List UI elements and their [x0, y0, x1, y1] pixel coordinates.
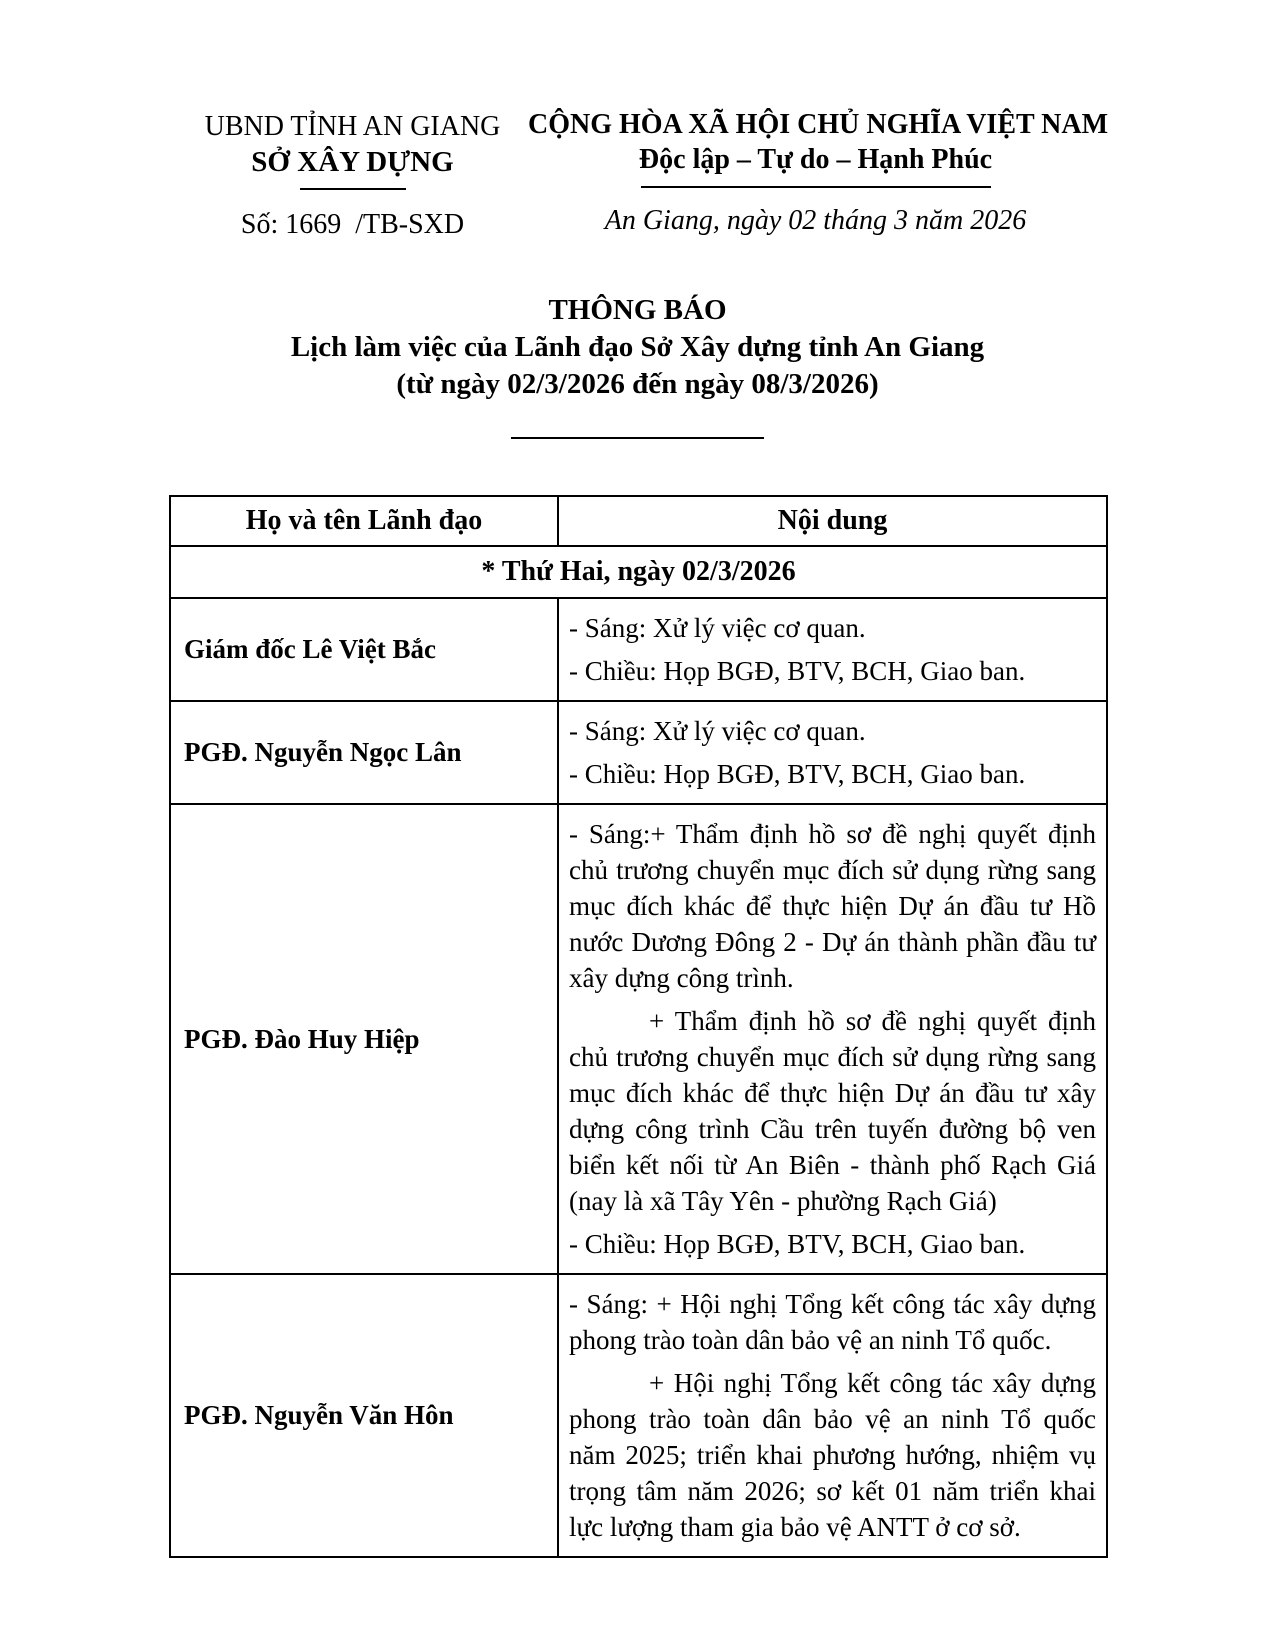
schedule-content — [558, 598, 1107, 701]
title-divider-rule — [511, 437, 764, 439]
schedule-row — [170, 701, 1107, 804]
place-date-line: An Giang, ngày 02 tháng 3 năm 2026 — [604, 205, 1027, 236]
table-header-row — [170, 496, 1107, 546]
leader-name: PGĐ. Nguyễn Văn Hôn — [170, 1274, 558, 1557]
document-number: Số: 1669 /TB-SXD — [240, 209, 465, 240]
org-name: SỞ XÂY DỰNG — [251, 146, 454, 178]
national-header-block — [528, 108, 1109, 238]
schedule-row — [170, 1274, 1107, 1557]
schedule-item: - Chiều: Họp BGĐ, BTV, BCH, Giao ban. — [569, 759, 1026, 789]
org-parent-name: UBND TỈNH AN GIANG — [204, 111, 501, 142]
schedule-item: - Chiều: Họp BGĐ, BTV, BCH, Giao ban. — [569, 1229, 1026, 1259]
column-header-content: Nội dung — [558, 496, 1107, 546]
schedule-row — [170, 598, 1107, 701]
schedule-content — [558, 804, 1107, 1274]
day-heading: * Thứ Hai, ngày 02/3/2026 — [170, 546, 1107, 598]
national-motto: Độc lập – Tự do – Hạnh Phúc — [638, 144, 993, 175]
schedule-item: - Chiều: Họp BGĐ, BTV, BCH, Giao ban. — [569, 656, 1026, 686]
national-name: CỘNG HÒA XÃ HỘI CHỦ NGHĨA VIỆT NAM — [528, 109, 1109, 140]
leader-name: Giám đốc Lê Việt Bắc — [170, 598, 558, 701]
issuing-org-block — [165, 110, 540, 242]
leader-name: PGĐ. Nguyễn Ngọc Lân — [170, 701, 558, 804]
schedule-row — [170, 804, 1107, 1274]
schedule-content — [558, 1274, 1107, 1557]
schedule-item: + Thẩm định hồ sơ đề nghị quyết định chủ trương chuyển mục đích sử dụng rừng sang mục đích khác để thực hiện Dự án đầu tư xây dựng công trình Cầu trên tuyến đường bộ ven biển kết nối từ An Biên - thành phố Rạch Giá (nay là xã Tây Yên - phường Rạch Giá) — [569, 1006, 1096, 1216]
schedule-content — [558, 701, 1107, 804]
org-underline-rule — [300, 188, 406, 190]
leader-name: PGĐ. Đào Huy Hiệp — [170, 804, 558, 1274]
document-title-block — [0, 292, 1275, 439]
schedule-item: - Sáng: Xử lý việc cơ quan. — [569, 613, 866, 643]
document-subject-title: Lịch làm việc của Lãnh đạo Sở Xây dựng tỉnh An Giang — [290, 331, 985, 363]
schedule-item: + Hội nghị Tổng kết công tác xây dựng phong trào toàn dân bảo vệ an ninh Tổ quốc năm 2025; triển khai phương hướng, nhiệm vụ trọng tâm năm 2026; sơ kết 01 năm triển khai lực lượng tham gia bảo vệ ANTT ở cơ sở. — [569, 1368, 1096, 1542]
document-date-range: (từ ngày 02/3/2026 đến ngày 08/3/2026) — [396, 368, 879, 400]
schedule-table — [169, 495, 1108, 1558]
day-heading-row — [170, 546, 1107, 598]
schedule-item: - Sáng:+ Thẩm định hồ sơ đề nghị quyết định chủ trương chuyển mục đích sử dụng rừng sang mục đích khác để thực hiện Dự án đầu tư Hồ nước Dương Đông 2 - Dự án thành phần đầu tư xây dựng công trình. — [569, 819, 1096, 993]
schedule-item: - Sáng: + Hội nghị Tổng kết công tác xây dựng phong trào toàn dân bảo vệ an ninh Tổ quốc. — [569, 1289, 1096, 1355]
motto-underline-rule — [641, 186, 991, 188]
column-header-leader-name: Họ và tên Lãnh đạo — [170, 496, 558, 546]
document-type-title: THÔNG BÁO — [548, 294, 727, 326]
schedule-item: - Sáng: Xử lý việc cơ quan. — [569, 716, 866, 746]
